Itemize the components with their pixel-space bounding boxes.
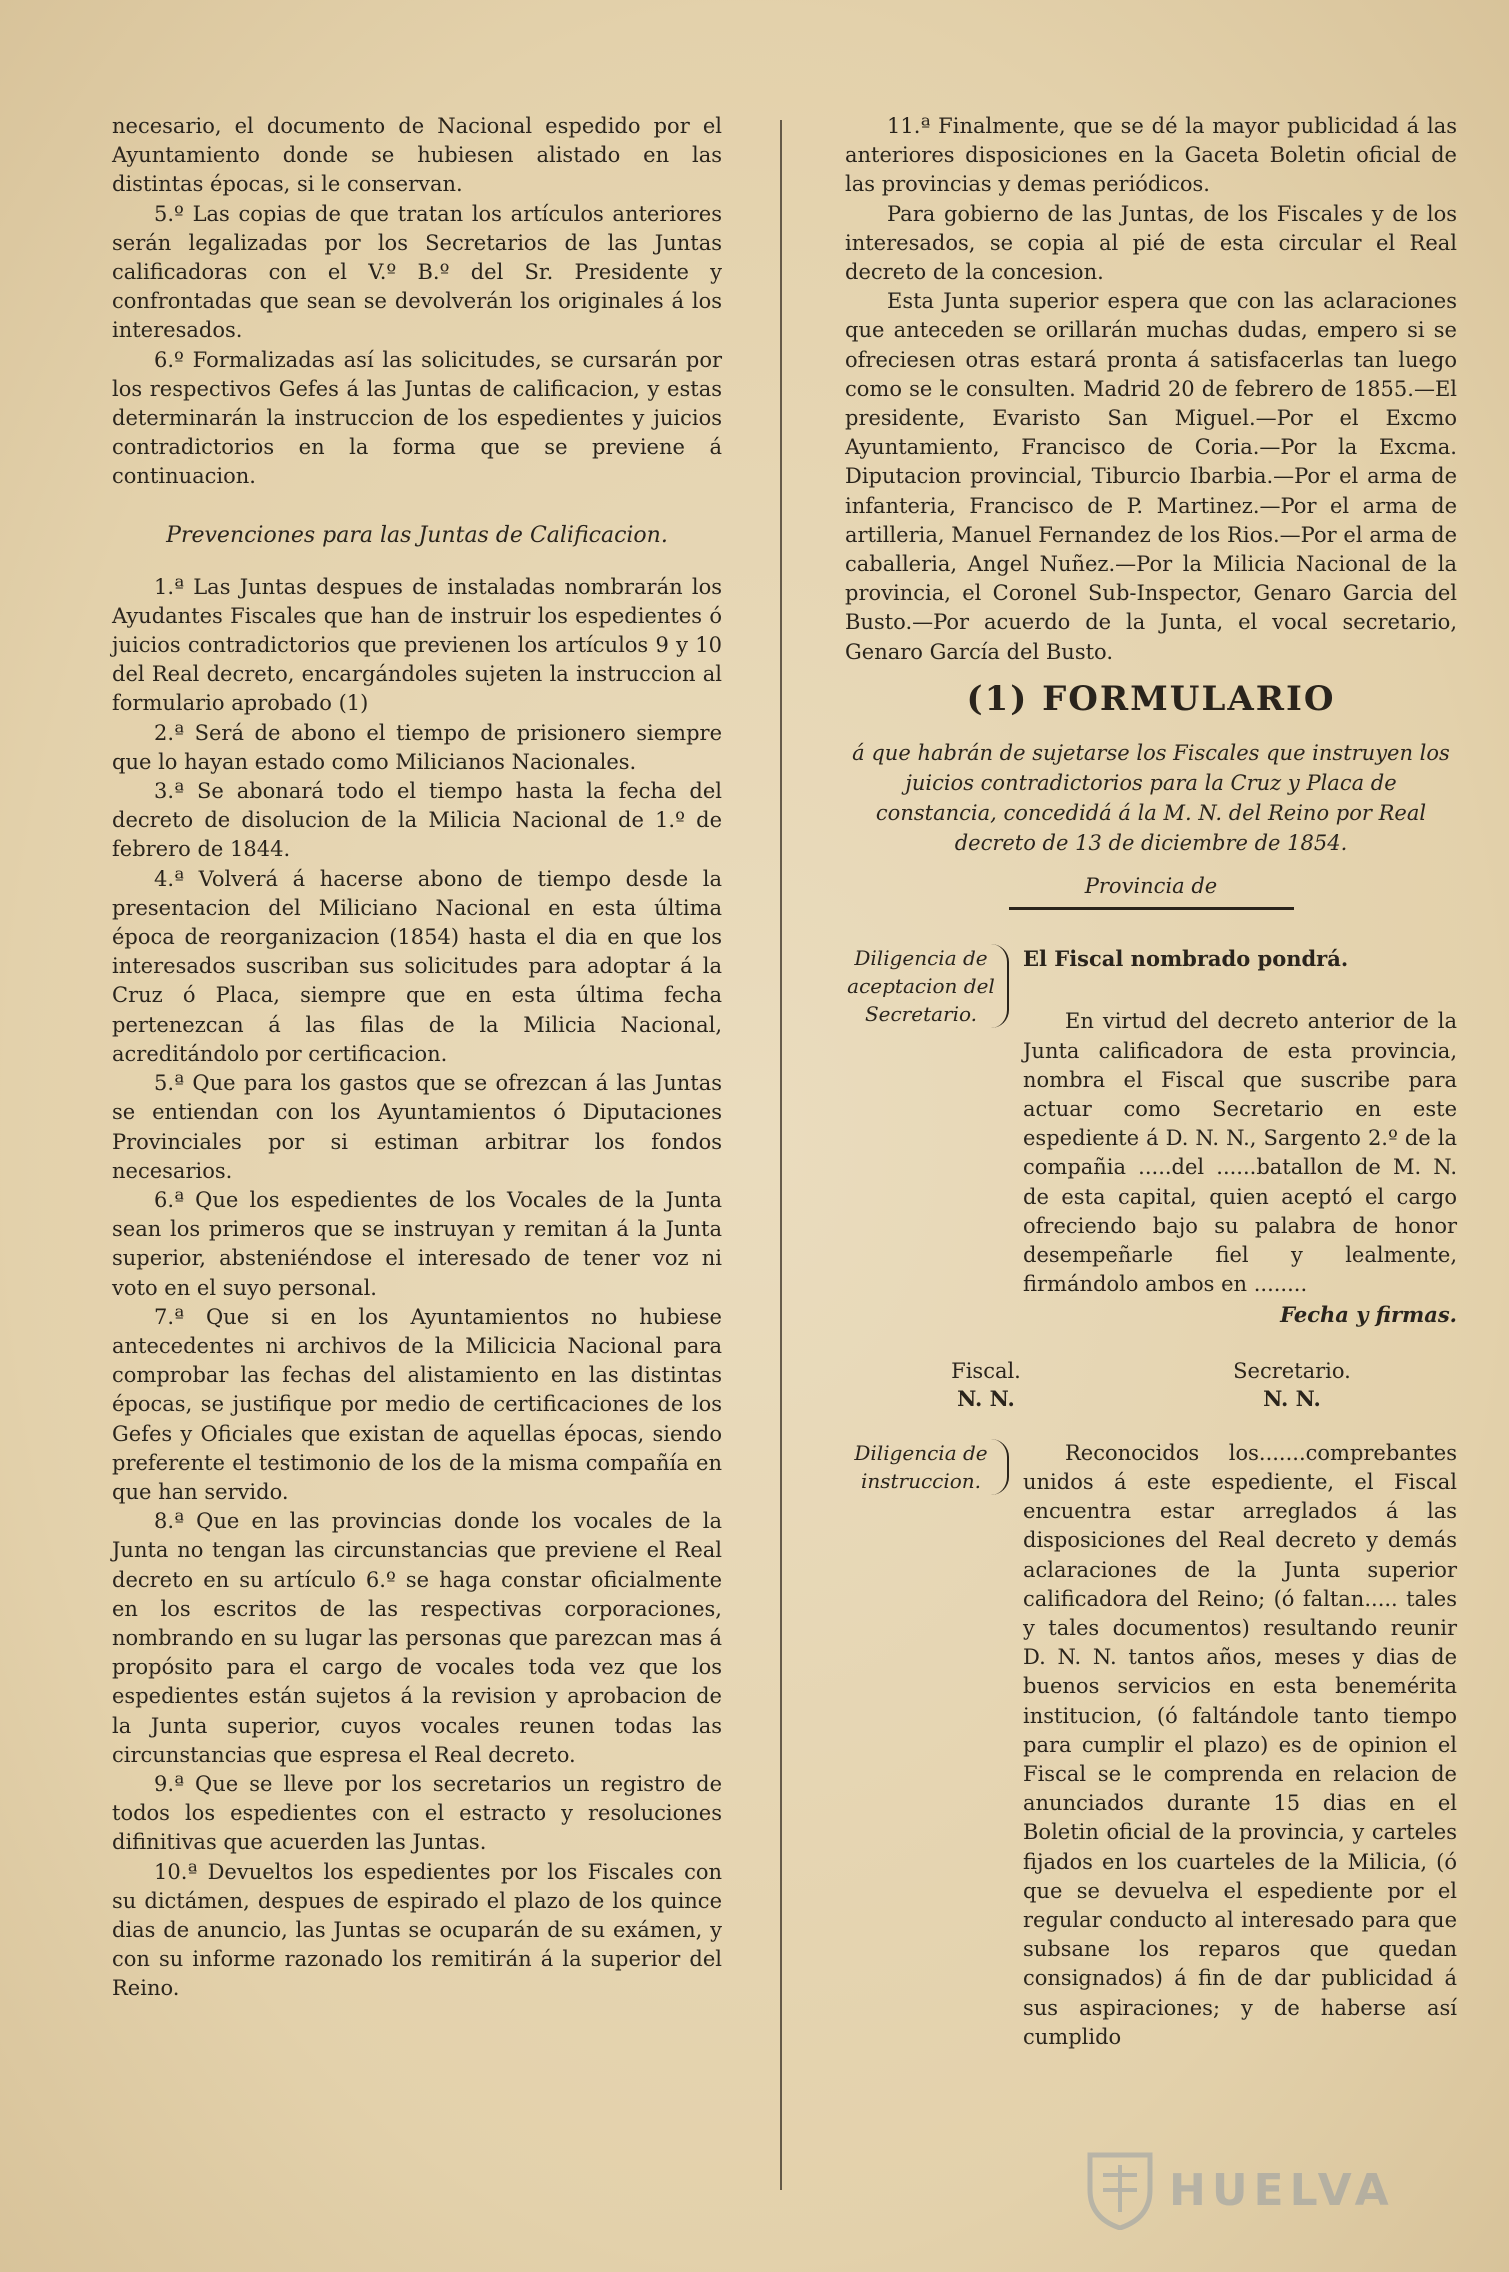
paragraph: 2.ª Será de abono el tiempo de prisionero siempre que lo hayan estado como Milicianos Nacionales. <box>112 720 722 774</box>
signature-name: N. N. <box>1263 1385 1321 1411</box>
watermark-text: HUELVA <box>1169 2164 1395 2216</box>
paragraph: 11.ª Finalmente, que se dé la mayor publicidad á las anteriores disposiciones en la Gaceta Boletin oficial de las provincias y demas periódicos. <box>845 114 1457 197</box>
formulario-title: (1) FORMULARIO <box>966 678 1336 719</box>
diligencia-text: Reconocidos los.......comprebantes unidos á este espediente, el Fiscal encuentra estar arreglados á las disposiciones del Real decreto y demás aclaraciones de la Junta superior calificadora del Reino; (ó faltan..... tales y tales documentos) resultando reunir D. N. N. tantos años, meses y dias de buenos servicios en esta benemérita institucion, (ó faltándole tanto tiempo para cumplir el plazo) es de opinion el Fiscal se le comprenda en relacion de anunciados durante 15 dias en el Boletin oficial de la provincia, y carteles fijados en los cuarteles de la Milicia, (ó que se devuelva el espediente por el regular conducto al interesado para que subsane los reparos que quedan consignados) á fin de dar publicidad á sus aspiraciones; y de haberse así cumplido <box>1023 1440 1457 2049</box>
diligencia-text: En virtud del decreto anterior de la Junta calificadora de esta provincia, nombra el Fiscal que suscribe para actuar como Secretario en este espediente á D. N. N., Sargento 2.º de la compañia .....del ......batallon de M. N. de esta capital, quien aceptó el cargo ofreciendo bajo su palabra de honor desempeñarle fiel y lealmente, firmándolo ambos en ........ <box>1023 1009 1457 1297</box>
diligencia-label: Diligencia de instruccion. <box>845 1439 1009 1495</box>
library-watermark <box>1085 2145 1415 2235</box>
paragraph: 7.ª Que si en los Ayuntamientos no hubiese antecedentes ni archivos de la Milicicia Nacional para comprobar las fechas del alistamiento en las distintas épocas, se justifique por medio de certificaciones de los Gefes y Oficiales que existan de aquellas épocas, siendo preferente el testimonio de los de la misma compañía en que han servido. <box>112 1304 722 1504</box>
signatures <box>845 1357 1457 1413</box>
diligencia-instruccion <box>845 1439 1457 2052</box>
signature-role: Secretario. <box>1233 1358 1351 1383</box>
signature-role: Fiscal. <box>951 1358 1021 1383</box>
right-column <box>845 112 1457 2062</box>
paragraph: 3.ª Se abonará todo el tiempo hasta la fecha del decreto de disolucion de la Milicia Nacional de 1.º de febrero de 1844. <box>112 779 722 862</box>
signature-secretario <box>1233 1357 1351 1413</box>
provincia-rule <box>1009 907 1294 910</box>
column-divider <box>780 120 782 2190</box>
paragraph: Para gobierno de las Juntas, de los Fiscales y de los interesados, se copia al pié de esta circular el Real decreto de la concesion. <box>845 201 1457 285</box>
paragraph: 4.ª Volverá á hacerse abono de tiempo desde la presentacion del Miliciano Nacional en esta última época de reorganizacion (1854) hasta el dia en que los interesados suscriban sus solicitudes para adoptar á la Cruz ó Placa, siempre que en esta última fecha pertenezcan á las filas de la Milicia Nacional, acreditándolo por certificacion. <box>112 866 722 1066</box>
diligencia-intro: El Fiscal nombrado pondrá. <box>1023 946 1349 972</box>
shield-icon <box>1085 2150 1155 2230</box>
paragraph: Esta Junta superior espera que con las aclaraciones que anteceden se orillarán muchas dudas, empero si se ofreciesen otras estará pronta á satisfacerlas tan luego como se le consulten. Madrid 20 de febrero de 1855.—El presidente, Evaristo San Miguel.—Por el Excmo Ayuntamiento, Francisco de Coria.—Por la Excma. Diputacion provincial, Tiburcio Ibarbia.—Por el arma de infanteria, Francisco de P. Martinez.—Por el arma de artilleria, Manuel Fernandez de los Rios.—Por el arma de caballeria, Angel Nuñez.—Por la Milicia Nacional de la provincia, el Coronel Sub-Inspector, Genaro Garcia del Busto.—Por acuerdo de la Junta, el vocal secretario, Genaro García del Busto. <box>845 289 1457 664</box>
paragraph: 6.ª Que los espedientes de los Vocales de la Junta sean los primeros que se instruyan y remitan á la Junta superior, absteniéndose el interesado de tener voz ni voto en el suyo personal. <box>112 1187 722 1300</box>
diligencia-aceptacion <box>845 944 1457 1328</box>
paragraph: 10.ª Devueltos los espedientes por los Fiscales con su dictámen, despues de espirado el plazo de los quince dias de anuncio, las Juntas se ocuparán de su exámen, y con su informe razonado los remitirán á la superior del Reino. <box>112 1859 722 2001</box>
paragraph: 6.º Formalizadas así las solicitudes, se cursarán por los respectivos Gefes á las Juntas de calificacion, y estas determinarán la instruccion de los espedientes y juicios contradictorios en la forma que se previene á continuacion. <box>112 347 722 489</box>
section-heading: Prevenciones para las Juntas de Calificacion. <box>166 522 668 548</box>
paragraph: 5.ª Que para los gastos que se ofrezcan á las Juntas se entiendan con los Ayuntamientos ó Diputaciones Provinciales por si estiman arbitrar los fondos necesarios. <box>112 1071 722 1183</box>
paragraph: 1.ª Las Juntas despues de instaladas nombrarán los Ayudantes Fiscales que han de instruir los espedientes ó juicios contradictorios que previenen los artículos 9 y 10 del Real decreto, encargándoles sujeten la instruccion al formulario aprobado (1) <box>112 574 722 716</box>
paragraph: necesario, el documento de Nacional espedido por el Ayuntamiento donde se hubiesen alistado en las distintas épocas, si le conservan. <box>112 114 722 197</box>
left-column <box>112 112 722 2004</box>
diligencia-label: Diligencia de aceptacion del Secretario. <box>845 944 1009 1028</box>
signature-name: N. N. <box>957 1385 1015 1411</box>
formulario-subtitle: á que habrán de sujetarse los Fiscales que instruyen los juicios contradictorios para la Cruz y Placa de constancia, concedidá á la M. N. del Reino por Real decreto de 13 de diciembre de 1854. <box>852 741 1450 856</box>
diligencia-body <box>1009 1439 1457 2052</box>
diligencia-body <box>1009 944 1457 1328</box>
diligencia-closing: Fecha y firmas. <box>1280 1301 1457 1327</box>
signature-fiscal <box>951 1357 1021 1413</box>
paragraph: 5.º Las copias de que tratan los artículos anteriores serán legalizadas por los Secretarios de las Juntas calificadoras con el V.º B.º del Sr. Presidente y confrontadas que sean se devolverán los originales á los interesados. <box>112 201 722 343</box>
provincia-label: Provincia de <box>1084 874 1218 899</box>
paragraph: 8.ª Que en las provincias donde los vocales de la Junta no tengan las circunstancias que previene el Real decreto en su artículo 6.º se haga constar oficialmente en los escritos de las respectivas corporaciones, nombrando en su lugar las personas que parezcan mas á propósito para el cargo de vocales toda vez que los espedientes están sujetos á la revision y aprobacion de la Junta superior, cuyos vocales reunen todas las circunstancias que espresa el Real decreto. <box>112 1509 722 1767</box>
paragraph: 9.ª Que se lleve por los secretarios un registro de todos los espedientes con el estracto y resoluciones difinitivas que acuerden las Juntas. <box>112 1771 722 1855</box>
